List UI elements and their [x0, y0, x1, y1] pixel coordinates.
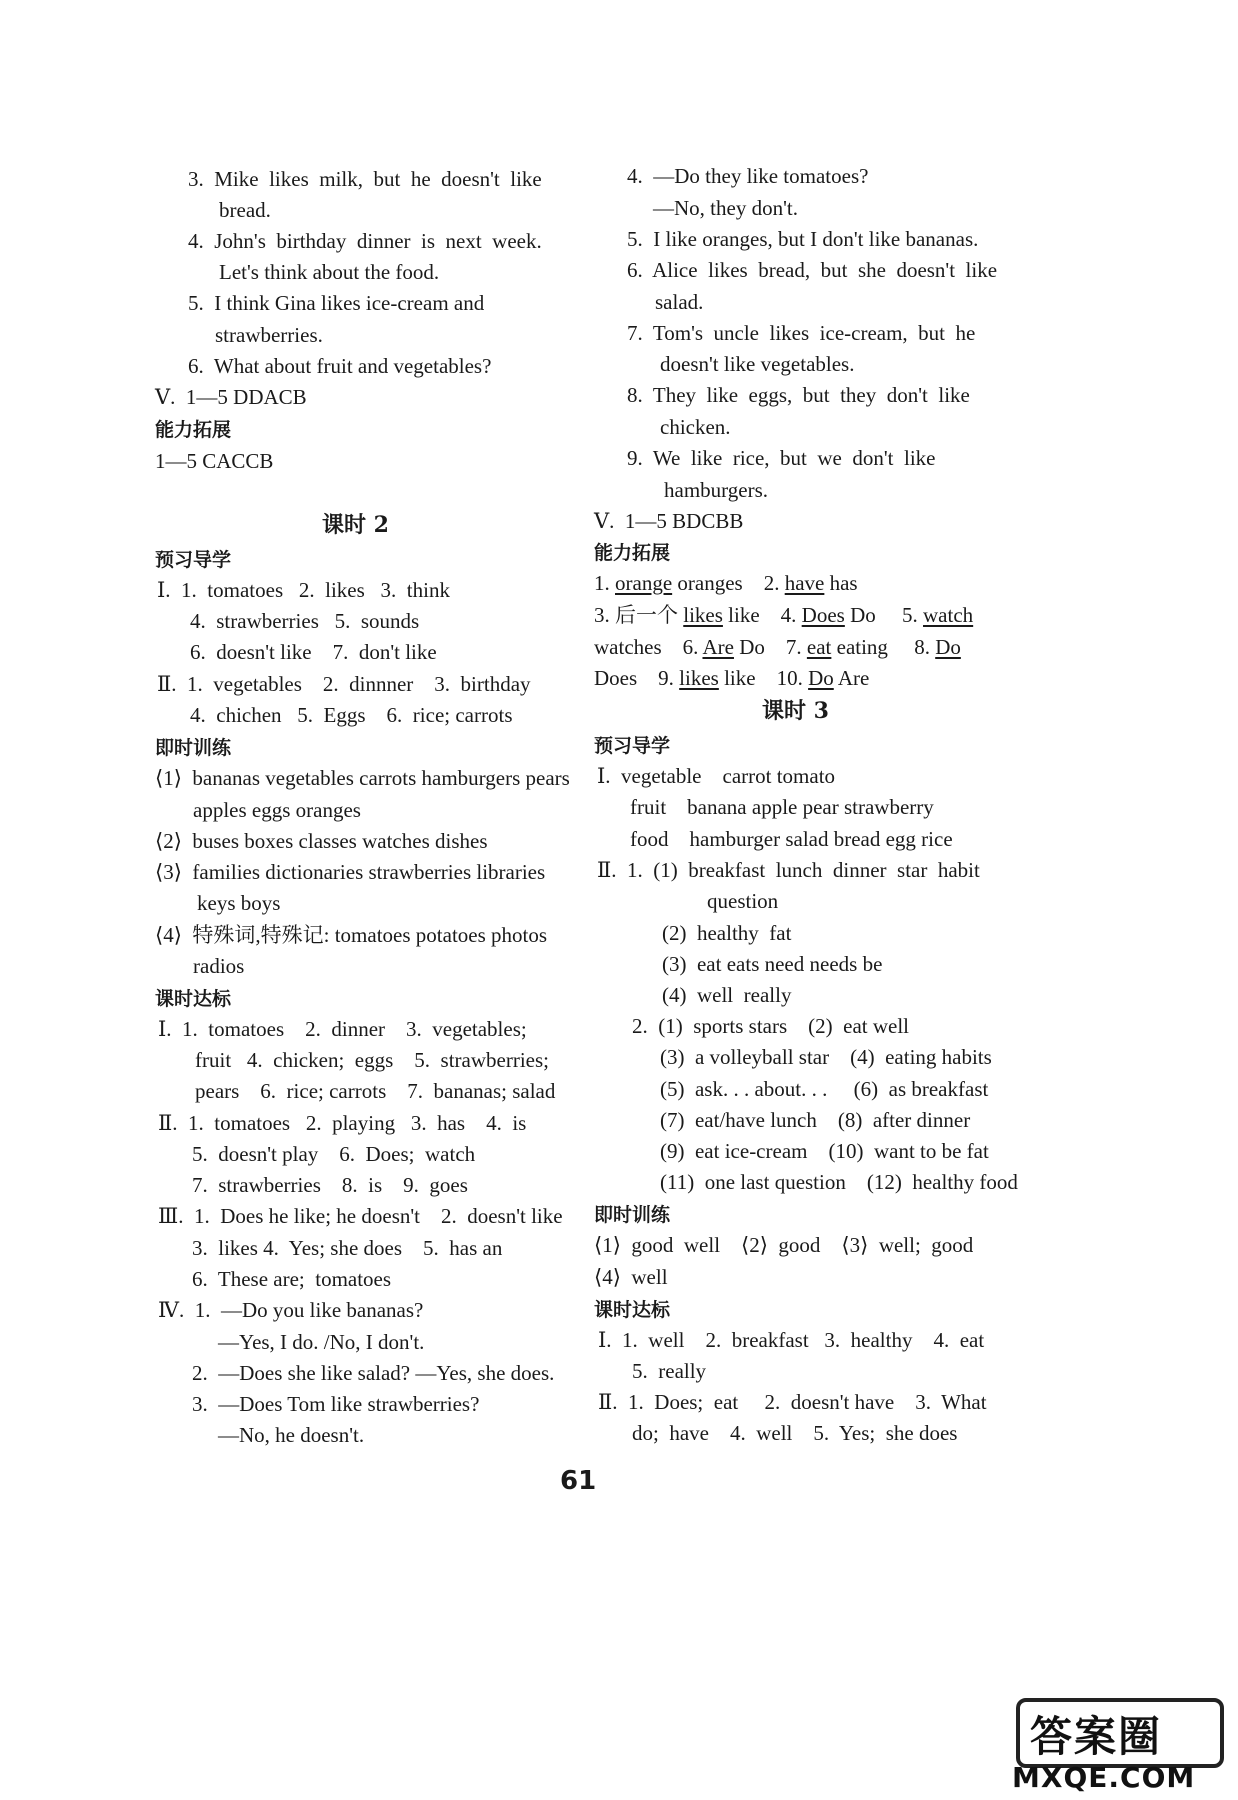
answer-line: 2. —Does she like salad? —Yes, she does.	[192, 1361, 555, 1385]
corrected-word: Do	[739, 635, 765, 659]
answer-line: Let's think about the food.	[219, 260, 440, 284]
answer-line: doesn't like vegetables.	[660, 352, 855, 376]
answer-line: —No, he doesn't.	[218, 1423, 365, 1447]
answer-line: Ⅱ. 1. vegetables 2. dinnner 3. birthday	[157, 672, 531, 696]
answer-line	[594, 602, 973, 628]
answer-line: (2) healthy fat	[662, 921, 792, 945]
answer-line: pears 6. rice; carrots 7. bananas; salad	[195, 1079, 556, 1103]
answer-line: 7. Tom's uncle likes ice-cream, but he	[627, 321, 976, 345]
answer-line: fruit 4. chicken; eggs 5. strawberries;	[195, 1048, 549, 1072]
answer-line: 3. Mike likes milk, but he doesn't like	[188, 167, 542, 191]
section-heading: 预习导学	[155, 549, 232, 571]
answer-line: ⟨3⟩ families dictionaries strawberries libraries	[155, 860, 546, 884]
corrected-word: like	[728, 603, 760, 627]
answer-line: (3) eat eats need needs be	[662, 952, 883, 976]
underlined-word: have	[784, 571, 825, 595]
section-heading: 课时达标	[594, 1299, 671, 1321]
item-number: 7.	[785, 635, 802, 659]
answer-line: 6. Alice likes bread, but she doesn't like	[627, 258, 998, 282]
corrected-word: oranges	[677, 571, 743, 595]
answer-line: 1—5 CACCB	[155, 449, 274, 473]
answer-line: 4. —Do they like tomatoes?	[627, 164, 869, 188]
answer-line: fruit banana apple pear strawberry	[630, 795, 934, 819]
section-heading: 课时达标	[155, 988, 232, 1010]
answer-line: ⟨1⟩ good well ⟨2⟩ good ⟨3⟩ well; good	[594, 1233, 974, 1257]
answer-line: 2. (1) sports stars (2) eat well	[632, 1014, 910, 1038]
answer-line: radios	[193, 954, 245, 978]
answer-line: (11) one last question (12) healthy food	[660, 1170, 1018, 1194]
answer-line	[594, 570, 858, 596]
answer-line: 3. —Does Tom like strawberries?	[192, 1392, 480, 1416]
item-number: 5.	[902, 603, 918, 627]
answer-line: 5. I think Gina likes ice-cream and	[188, 291, 485, 315]
underlined-word: Do	[808, 666, 834, 690]
answer-line: 5. I like oranges, but I don't like bananas.	[627, 227, 979, 251]
corrected-word: has	[829, 571, 858, 595]
answer-line: —No, they don't.	[653, 196, 798, 220]
answer-line: ⟨2⟩ buses boxes classes watches dishes	[155, 829, 488, 853]
corrected-word: Does	[594, 666, 638, 690]
corrected-word: Are	[837, 666, 870, 690]
answer-line: chicken.	[660, 415, 731, 439]
answer-line: (5) ask. . . about. . . (6) as breakfast	[660, 1077, 989, 1101]
watermark-logo	[1012, 1698, 1230, 1794]
answer-line: (3) a volleyball star (4) eating habits	[660, 1045, 992, 1069]
answer-line: Ⅴ. 1—5 DDACB	[155, 385, 307, 409]
item-number: 10.	[776, 666, 803, 690]
lesson-title: 课时 2	[322, 512, 389, 538]
item-number: 9.	[658, 666, 674, 690]
answer-line: food hamburger salad bread egg rice	[630, 827, 953, 851]
answer-line: Ⅰ. 1. well 2. breakfast 3. healthy 4. eat	[598, 1328, 985, 1352]
answer-line: keys boys	[197, 891, 281, 915]
section-heading: 能力拓展	[594, 542, 671, 564]
answer-line: strawberries.	[215, 323, 323, 347]
answer-line	[594, 634, 961, 660]
answer-line: 7. strawberries 8. is 9. goes	[192, 1173, 468, 1197]
section-heading: 能力拓展	[155, 419, 232, 441]
watermark-url: MXQE.COM	[1012, 1761, 1196, 1794]
underlined-word: orange	[615, 571, 673, 595]
item-number: 6.	[682, 635, 699, 659]
section-heading: 预习导学	[594, 735, 671, 757]
watermark-frame	[1016, 1698, 1224, 1768]
answer-line: Ⅱ. 1. Does; eat 2. doesn't have 3. What	[598, 1390, 987, 1414]
answer-line: Ⅴ. 1—5 BDCBB	[594, 509, 744, 533]
underlined-word: Do	[935, 635, 961, 659]
corrected-word: like	[724, 666, 756, 690]
answer-line: 6. These are; tomatoes	[192, 1267, 392, 1291]
underlined-word: Does	[801, 603, 845, 627]
answer-line: —Yes, I do. /No, I don't.	[218, 1330, 425, 1354]
section-heading: 即时训练	[594, 1204, 671, 1226]
answer-line: ⟨4⟩ well	[594, 1265, 668, 1289]
corrected-word: Do	[850, 603, 876, 627]
item-number: 4.	[780, 603, 797, 627]
answer-line: (9) eat ice-cream (10) want to be fat	[660, 1139, 989, 1163]
answer-line: ⟨4⟩ 特殊词,特殊记: tomatoes potatoes photos	[155, 923, 548, 947]
lesson-title: 课时 3	[762, 698, 829, 724]
item-number: 1.	[594, 571, 610, 595]
answer-line: Ⅱ. 1. tomatoes 2. playing 3. has 4. is	[158, 1111, 527, 1135]
answer-line: 6. doesn't like 7. don't like	[190, 640, 437, 664]
answer-line: 5. really	[632, 1359, 707, 1383]
answer-line	[594, 665, 869, 691]
section-heading: 即时训练	[155, 737, 232, 759]
answer-line: Ⅰ. 1. tomatoes 2. likes 3. think	[157, 578, 450, 602]
answer-line: 4. John's birthday dinner is next week.	[188, 229, 542, 253]
answer-line: (7) eat/have lunch (8) after dinner	[660, 1108, 971, 1132]
answer-line: do; have 4. well 5. Yes; she does	[632, 1421, 958, 1445]
answer-line: Ⅰ. vegetable carrot tomato	[597, 764, 836, 788]
answer-line: apples eggs oranges	[193, 798, 361, 822]
answer-line: Ⅳ. 1. —Do you like bananas?	[158, 1298, 424, 1322]
underlined-word: likes	[679, 666, 719, 690]
watermark-text: 答案圈	[1030, 1712, 1163, 1761]
answer-line: 5. doesn't play 6. Does; watch	[192, 1142, 476, 1166]
answer-line: Ⅲ. 1. Does he like; he doesn't 2. doesn't like	[158, 1204, 563, 1228]
corrected-word: eating	[836, 635, 888, 659]
item-number: 8.	[914, 635, 930, 659]
answer-line: Ⅱ. 1. (1) breakfast lunch dinner star habit	[597, 858, 980, 882]
page-number: 61	[560, 1466, 597, 1496]
underlined-word: Are	[702, 635, 734, 659]
answer-line: 4. chichen 5. Eggs 6. rice; carrots	[190, 703, 513, 727]
underlined-word: eat	[806, 635, 832, 659]
underlined-word: likes	[683, 603, 723, 627]
item-number: 3. 后一个	[594, 603, 678, 627]
corrected-word: watches	[594, 635, 662, 659]
answer-line: 6. What about fruit and vegetables?	[188, 354, 492, 378]
answer-line: 9. We like rice, but we don't like	[627, 446, 936, 470]
answer-line: 4. strawberries 5. sounds	[190, 609, 420, 633]
answer-line: Ⅰ. 1. tomatoes 2. dinner 3. vegetables;	[158, 1017, 527, 1041]
answer-line: hamburgers.	[664, 478, 769, 502]
answer-line: bread.	[219, 198, 271, 222]
answer-line: salad.	[655, 290, 704, 314]
answer-line: (4) well really	[662, 983, 792, 1007]
answer-line: question	[707, 889, 779, 913]
answer-line: ⟨1⟩ bananas vegetables carrots hamburgers pears	[155, 766, 570, 790]
answer-line: 8. They like eggs, but they don't like	[627, 383, 970, 407]
underlined-word: watch	[923, 603, 974, 627]
item-number: 2.	[763, 571, 780, 595]
answer-line: 3. likes 4. Yes; she does 5. has an	[192, 1236, 503, 1260]
